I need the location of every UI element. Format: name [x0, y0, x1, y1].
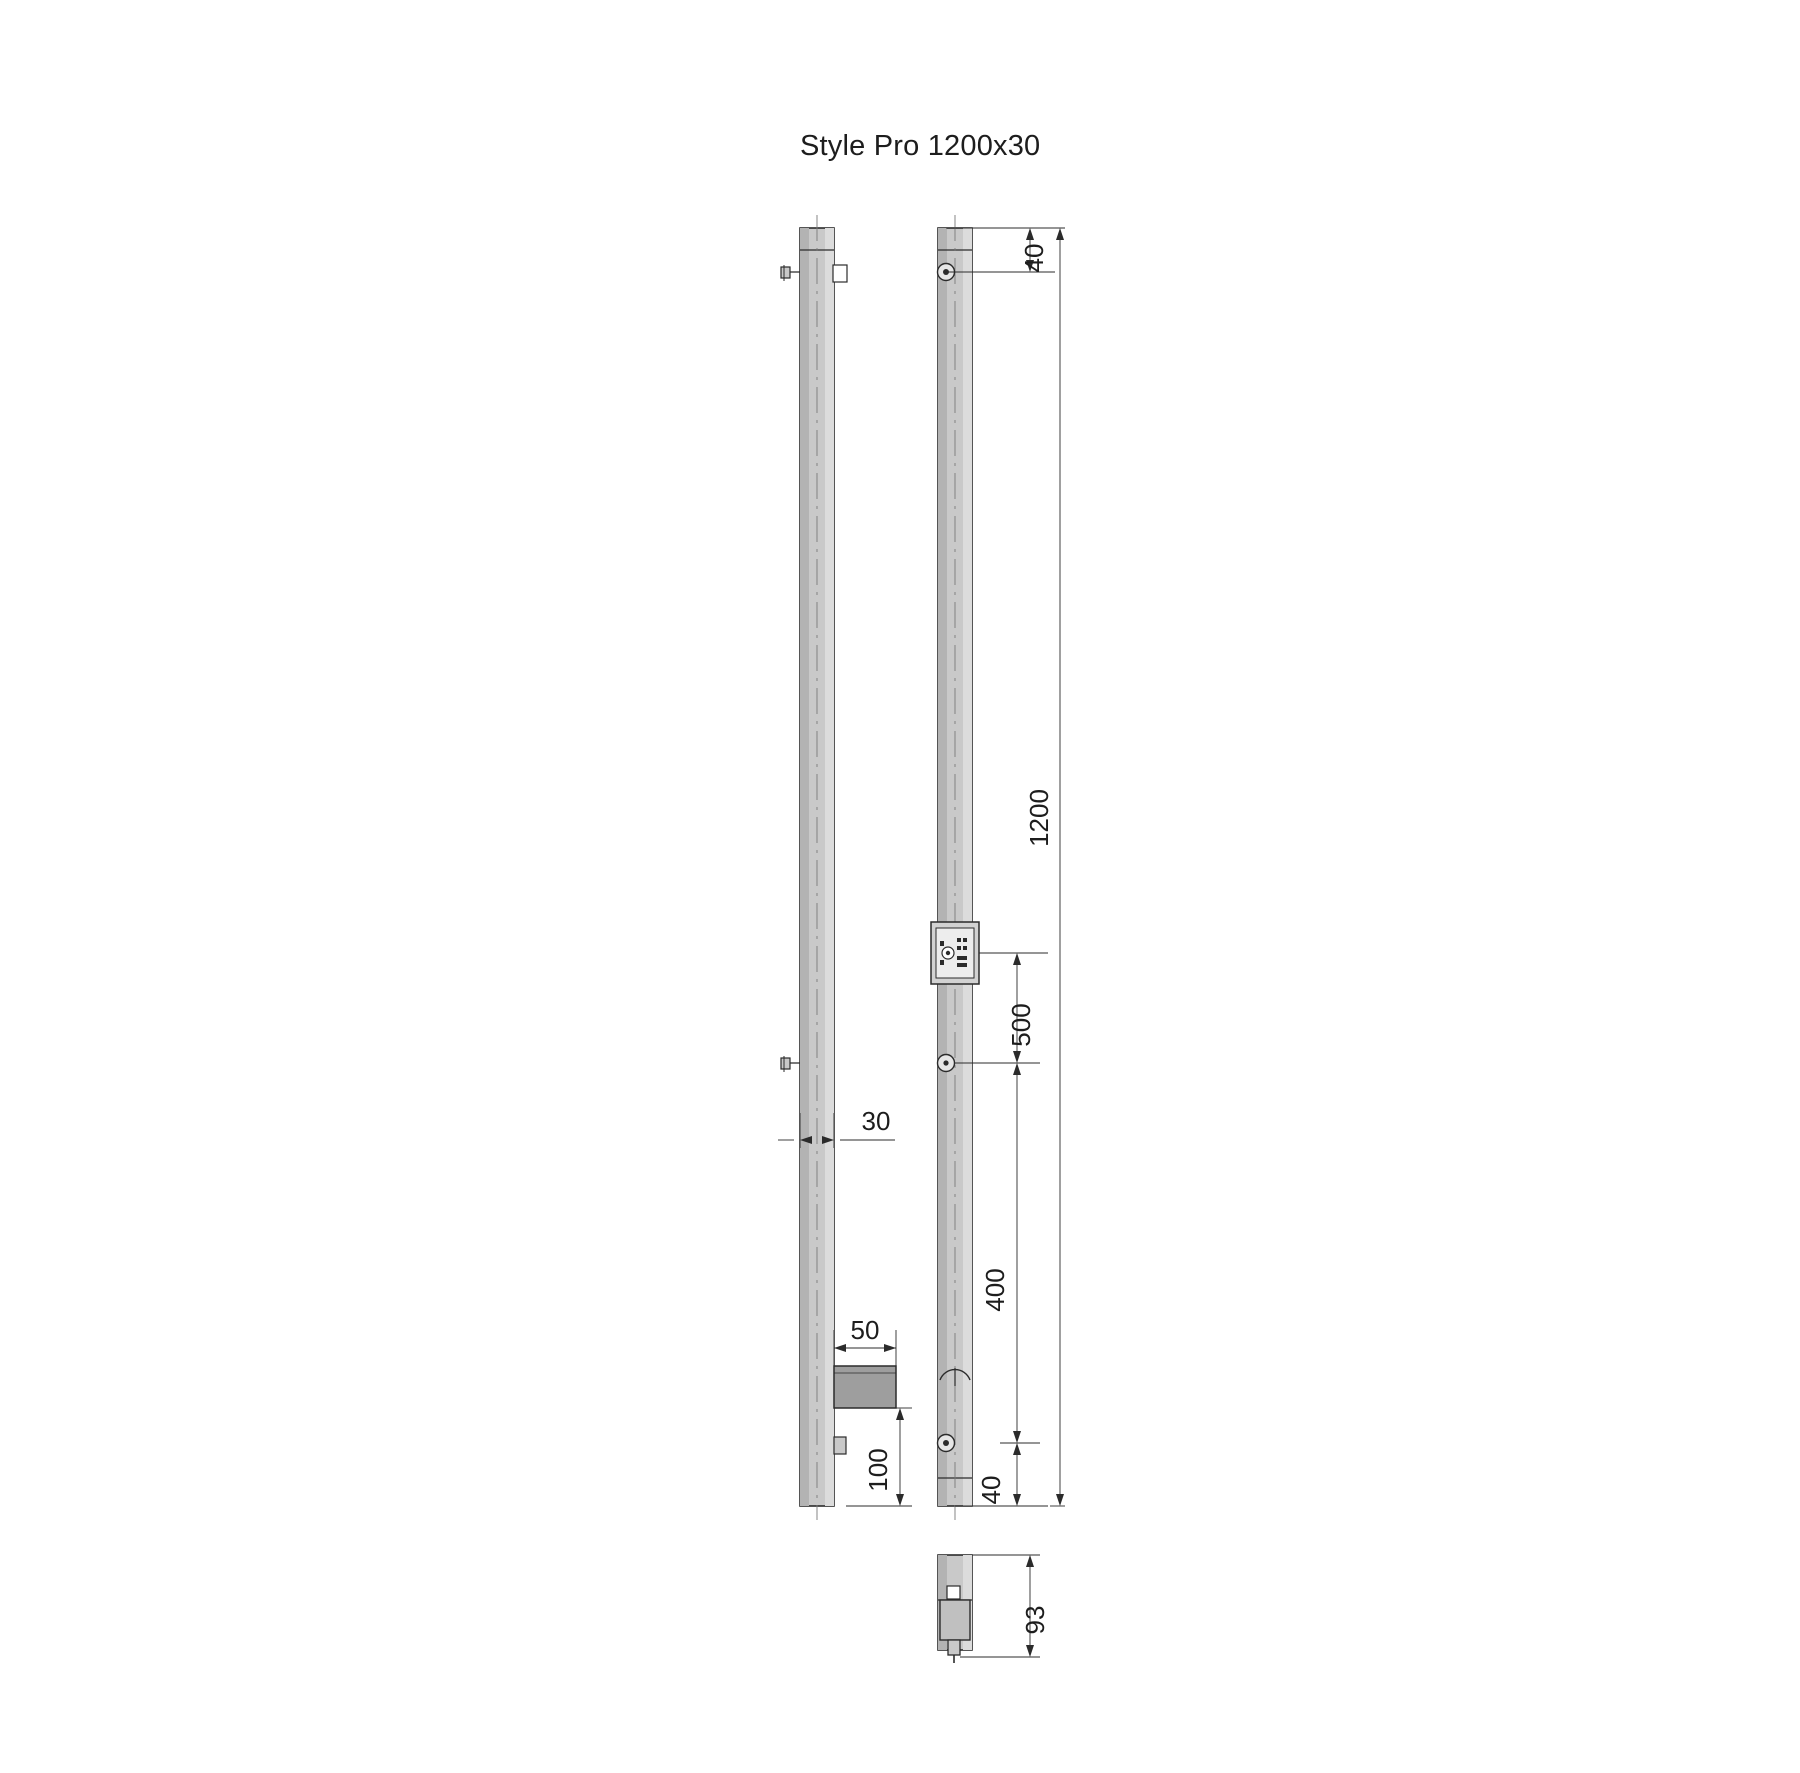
- dimension-bottom-offset-label: 40: [976, 1475, 1006, 1505]
- side-view-bottom-bracket: [834, 1366, 896, 1408]
- page-title: Style Pro 1200x30: [800, 130, 1041, 162]
- front-view: [931, 215, 979, 1520]
- dimension-total-length-label: 1200: [1024, 789, 1054, 847]
- front-view-shade-left: [938, 228, 947, 1506]
- side-view-top-slot: [833, 265, 847, 282]
- dimension-lower-segment-label: 400: [980, 1268, 1010, 1312]
- dimension-detail-height: [960, 1555, 1050, 1657]
- detail-view: [938, 1555, 1050, 1663]
- front-view-mid-hole: [938, 1055, 955, 1072]
- dimension-bracket-height: [846, 1408, 912, 1506]
- side-view-bottom-lug: [834, 1437, 846, 1454]
- side-view-shade-right: [825, 228, 834, 1506]
- front-view-bottom-hole: [938, 1435, 955, 1452]
- side-view-mid-fixing: [781, 1056, 800, 1072]
- dimension-top-offset-label: 40: [1019, 243, 1049, 273]
- detail-view-foot-block: [940, 1600, 970, 1640]
- front-view-shade-right: [963, 228, 972, 1506]
- dimension-bracket-depth-label: 50: [850, 1315, 880, 1345]
- side-view-shade-left: [800, 228, 809, 1506]
- dimension-lower-segment: [980, 1063, 1040, 1443]
- dimension-width-label: 30: [861, 1106, 891, 1136]
- dimension-bracket-height-label: 100: [863, 1448, 893, 1492]
- dimension-width: [778, 1106, 895, 1148]
- detail-view-stud: [948, 1640, 960, 1655]
- dimension-detail-height-label: 93: [1020, 1605, 1050, 1635]
- front-view-connector-box: [931, 922, 979, 984]
- dimension-bracket-depth: [834, 1315, 896, 1366]
- dimension-upper-segment-label: 500: [1006, 1003, 1036, 1047]
- detail-view-slot: [947, 1586, 960, 1599]
- dimension-total-length: [1024, 228, 1065, 1506]
